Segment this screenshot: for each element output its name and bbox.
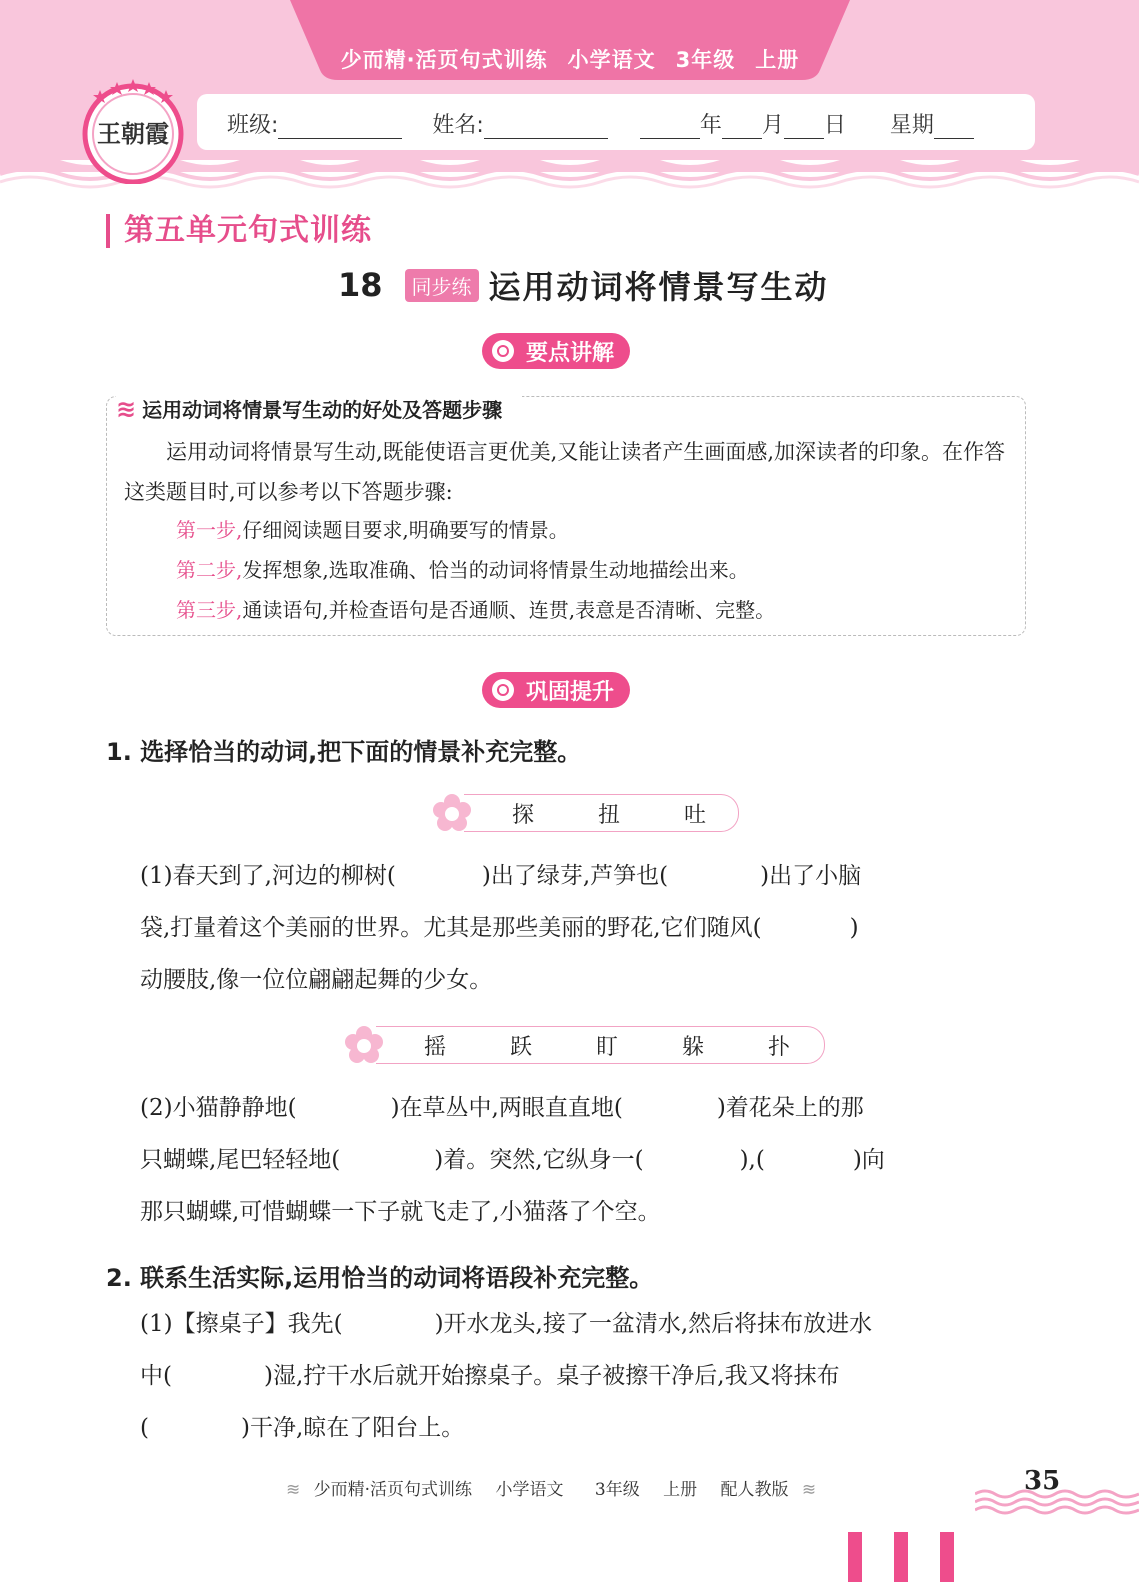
year-field[interactable]: [640, 116, 700, 139]
name-label: 姓名:: [432, 113, 484, 138]
lesson-title: [338, 262, 829, 308]
bank-word: 吐: [683, 802, 706, 828]
question-1-paragraph-2: (2)小猫静静地( )在草丛中,两眼直直地( )着花朵上的那 只蝴蝶,尾巴轻轻地( )着。突然,它纵身一( ),( )向 那只蝴蝶,可惜蝴蝶一下子就飞走了,小猫落了个空。: [140, 1095, 885, 1225]
wave-icon: ≋: [116, 394, 137, 423]
section-pill-practice: [482, 672, 630, 708]
medal-icon: [492, 679, 514, 701]
step-1: [176, 514, 569, 543]
lesson-badge: 同步练: [405, 269, 479, 302]
flower-icon: [432, 793, 472, 833]
bank-word: 躲: [681, 1034, 704, 1060]
section-pill-explain: [482, 333, 630, 369]
word-bank-1: [432, 794, 739, 832]
word-bank-2: [344, 1026, 825, 1064]
explanation-box-title: [116, 394, 522, 423]
bank-word: 跃: [509, 1034, 532, 1060]
lesson-title-text: 运用动词将情景写生动: [488, 268, 829, 306]
weekday-label: 星期: [889, 113, 934, 138]
header-title: 少而精·活页句式训练 小学语文 3年级 上册: [340, 48, 800, 72]
question-2-title: 2. 联系生活实际,运用恰当的动词将语段补充完整。: [106, 1264, 654, 1292]
class-field[interactable]: [278, 116, 402, 139]
step-label: 第一步,: [176, 518, 243, 542]
box-title-text: 运用动词将情景写生动的好处及答题步骤: [142, 398, 503, 422]
unit-title: 第五单元句式训练: [106, 214, 372, 248]
month-field[interactable]: [722, 116, 762, 139]
question-1-title: 1. 选择恰当的动词,把下面的情景补充完整。: [106, 738, 582, 766]
flower-icon: [344, 1025, 384, 1065]
step-text: 通读语句,并检查语句是否通顺、连贯,表意是否清晰、完整。: [242, 598, 776, 622]
bank-word: 盯: [595, 1034, 618, 1060]
bank-word: 扭: [597, 802, 620, 828]
lesson-number: 18: [338, 266, 383, 304]
month-label: 月: [761, 113, 784, 138]
explanation-paragraph: 运用动词将情景写生动,既能使语言更优美,又能让读者产生画面感,加深读者的印象。在作答这类题目时,可以参考以下答题步骤:: [124, 440, 1006, 504]
class-label: 班级:: [227, 113, 279, 138]
page-number: 35: [1024, 1466, 1061, 1496]
question-2-paragraph-1: (1)【擦桌子】我先( )开水龙头,接了一盆清水,然后将抹布放进水 中( )湿,拧干水后就开始擦桌子。桌子被擦干净后,我又将抹布 ( )干净,晾在了阳台上。: [140, 1311, 873, 1441]
footer-wave-decoration: [975, 1486, 1139, 1516]
wave-icon: ≋: [801, 1480, 817, 1500]
student-info-box: [197, 94, 1035, 150]
bank-word: 探: [511, 802, 534, 828]
binding-tabs: [848, 1532, 958, 1582]
step-text: 仔细阅读题目要求,明确要写的情景。: [242, 518, 569, 542]
step-text: 发挥想象,选取准确、恰当的动词将情景生动地描绘出来。: [242, 558, 749, 582]
step-label: 第二步,: [176, 558, 243, 582]
day-label: 日: [823, 113, 846, 138]
step-2: [176, 554, 749, 583]
step-3: [176, 594, 775, 623]
name-field[interactable]: [484, 116, 608, 139]
question-1-paragraph-1: (1)春天到了,河边的柳树( )出了绿芽,芦笋也( )出了小脑 袋,打量着这个美丽的世界。尤其是那些美丽的野花,它们随风( ) 动腰肢,像一位位翩翩起舞的少女。: [140, 863, 862, 993]
day-field[interactable]: [784, 116, 824, 139]
bank-word: 扑: [767, 1034, 790, 1060]
weekday-field[interactable]: [934, 116, 974, 139]
brand-logo: [80, 78, 186, 184]
footer-text: ≋ 少而精·活页句式训练 小学语文 3年级 上册 配人教版 ≋: [286, 1480, 817, 1500]
logo-text: 王朝霞: [97, 119, 169, 148]
bank-word: 摇: [423, 1034, 446, 1060]
section-pill-label: 巩固提升: [526, 679, 615, 705]
year-label: 年: [699, 113, 722, 138]
wave-icon: ≋: [286, 1480, 301, 1500]
step-label: 第三步,: [176, 598, 243, 622]
section-pill-label: 要点讲解: [526, 340, 615, 366]
medal-icon: [492, 340, 514, 362]
